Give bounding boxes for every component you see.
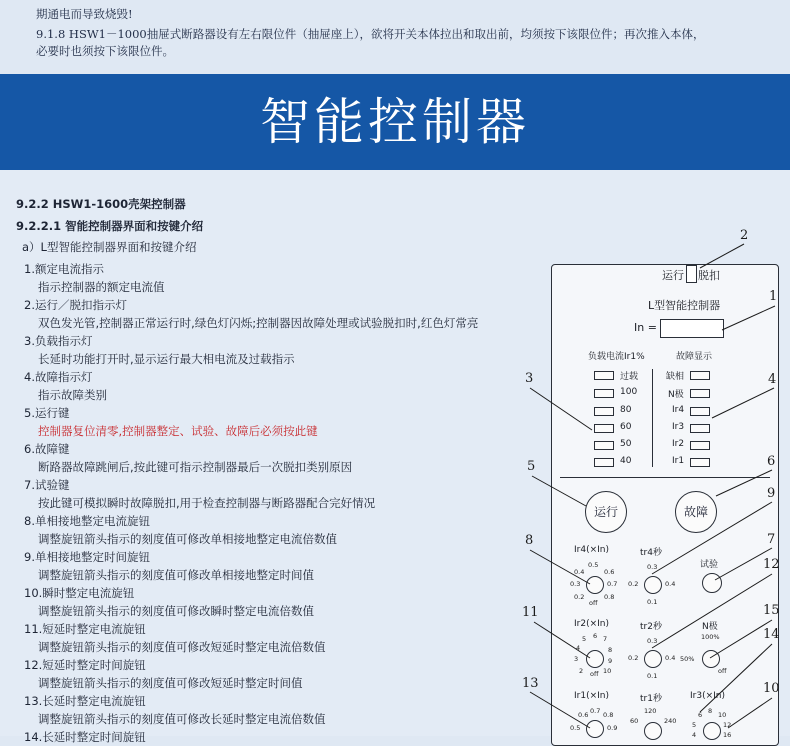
fault-type-label: Ir1	[672, 456, 685, 466]
fault-button[interactable]: 故障	[675, 491, 717, 533]
knob-scale: 0.6	[604, 568, 615, 576]
trip-indicator-label: 脱扣	[698, 269, 720, 282]
tr2-time-knob[interactable]	[644, 650, 662, 668]
panel-divider	[560, 477, 770, 478]
knob-scale: 0.4	[574, 568, 585, 576]
load-level-label: 50	[620, 439, 632, 449]
knob-scale: 0.1	[647, 672, 658, 680]
item-desc: 双色发光管,控制器正常运行时,绿色灯闪烁;控制器因故障处理或试验脱扣时,红色灯常亮	[38, 316, 479, 330]
callout-number: 9	[767, 486, 776, 501]
n-pole-switch[interactable]	[702, 650, 720, 668]
load-led	[594, 407, 614, 416]
knob-scale: 240	[664, 717, 677, 725]
fault-led	[690, 389, 710, 398]
tr4-time-knob[interactable]	[644, 576, 662, 594]
fault-type-label: Ir2	[672, 439, 685, 449]
knob-scale: 6	[698, 711, 703, 719]
load-led	[594, 389, 614, 398]
item-title: 3.负载指示灯	[24, 334, 93, 348]
fault-type-label: 缺相	[666, 372, 685, 382]
knob-scale: 0.8	[603, 711, 614, 719]
knob-scale: 5	[692, 721, 697, 729]
top-line-1: 期通电而导致烧毁!	[36, 7, 133, 21]
knob-scale: 10	[603, 667, 612, 675]
ir2-current-knob[interactable]	[586, 650, 604, 668]
knob-scale: 60	[630, 717, 639, 725]
fault-led	[690, 407, 710, 416]
test-label: 试验	[700, 560, 719, 570]
fault-type-label: N极	[668, 390, 684, 400]
load-led	[594, 458, 614, 467]
knob-scale: 0.5	[570, 724, 581, 732]
ir1-knob-title: Ir1(×In)	[574, 691, 610, 701]
ir1-current-knob[interactable]	[586, 720, 604, 738]
run-button[interactable]: 运行	[585, 491, 627, 533]
callout-number: 8	[525, 533, 534, 548]
controller-panel	[551, 264, 779, 746]
fault-led	[690, 371, 710, 380]
callout-number: 2	[740, 228, 749, 243]
tr1-knob-title: tr1秒	[640, 694, 662, 704]
callout-number: 14	[763, 627, 780, 642]
knob-scale: 0.7	[607, 580, 618, 588]
knob-scale: 0.8	[604, 593, 615, 601]
callout-number: 12	[763, 557, 780, 572]
rated-current-display	[660, 319, 724, 338]
item-desc: 指示控制器的额定电流值	[38, 280, 165, 294]
knob-scale: 0.4	[665, 654, 676, 662]
tr2-knob-title: tr2秒	[640, 622, 662, 632]
knob-scale: off	[589, 599, 598, 607]
knob-scale: 0.2	[628, 654, 639, 662]
callout-number: 5	[527, 459, 536, 474]
run-indicator-label: 运行	[662, 269, 684, 282]
n-pole-title: N极	[702, 622, 718, 632]
item-title: 7.试验键	[24, 478, 70, 492]
item-title: 14.长延时整定时间旋钮	[24, 730, 146, 744]
fault-type-label: Ir3	[672, 422, 685, 432]
knob-scale: 0.3	[647, 637, 658, 645]
run-trip-led	[686, 265, 697, 283]
load-level-label: 过载	[620, 372, 639, 382]
item-title: 4.故障指示灯	[24, 370, 93, 384]
led-divider	[652, 369, 653, 467]
fault-led	[690, 458, 710, 467]
knob-scale: 4	[576, 644, 581, 652]
item-title: 10.瞬时整定电流旋钮	[24, 586, 135, 600]
ir2-knob-title: Ir2(×In)	[574, 619, 610, 629]
callout-number: 1	[769, 289, 778, 304]
knob-scale: 0.3	[647, 563, 658, 571]
knob-scale: 16	[723, 731, 732, 739]
item-desc: 调整旋钮箭头指示的刻度值可修改长延时整定电流倍数值	[38, 712, 326, 726]
knob-scale: 0.9	[607, 724, 618, 732]
fault-led	[690, 424, 710, 433]
callout-number: 6	[767, 454, 776, 469]
knob-scale: off	[718, 667, 727, 675]
callout-number: 11	[522, 605, 539, 620]
item-desc: 调整旋钮箭头指示的刻度值可修改短延时整定时间值	[38, 676, 303, 690]
load-level-label: 100	[620, 387, 638, 397]
knob-scale: 100%	[701, 633, 720, 641]
load-led	[594, 371, 614, 380]
knob-scale: 0.4	[665, 580, 676, 588]
callout-number: 13	[522, 676, 539, 691]
knob-scale: 0.2	[574, 593, 585, 601]
tr1-time-knob[interactable]	[644, 722, 662, 740]
item-title: 2.运行／脱扣指示灯	[24, 298, 127, 312]
knob-scale: 0.6	[578, 711, 589, 719]
top-line-2: 9.1.8 HSW1－1000抽屉式断路器设有左右限位件（抽屉座上），欲将开关本体拉出和取出前，均须按下该限位件；再次推入本体，	[36, 27, 705, 41]
knob-scale: 10	[718, 711, 727, 719]
knob-scale: 0.7	[590, 707, 601, 715]
subsection-heading: 9.2.2.1 智能控制器界面和按键介绍	[16, 219, 204, 233]
knob-scale: 6	[593, 632, 598, 640]
callout-number: 10	[763, 681, 780, 696]
load-level-label: 80	[620, 405, 632, 415]
fault-led	[690, 441, 710, 450]
knob-scale: 0.1	[647, 598, 658, 606]
knob-scale: 7	[603, 635, 608, 643]
load-level-label: 40	[620, 456, 632, 466]
top-line-3: 必要时也须按下该限位件。	[36, 44, 174, 58]
test-button[interactable]	[702, 573, 722, 593]
item-title: 13.长延时整定电流旋钮	[24, 694, 146, 708]
item-title: 6.故障键	[24, 442, 70, 456]
controller-model: L型智能控制器	[648, 299, 721, 312]
fault-display-header: 故障显示	[676, 352, 713, 362]
item-title: 5.运行键	[24, 406, 70, 420]
load-level-label: 60	[620, 422, 632, 432]
knob-scale: 0.3	[570, 580, 581, 588]
ir3-current-knob[interactable]	[703, 722, 721, 740]
knob-scale: 4	[692, 731, 697, 739]
knob-scale: 0.5	[588, 561, 599, 569]
item-title: 9.单相接地整定时间旋钮	[24, 550, 150, 564]
load-led	[594, 441, 614, 450]
knob-scale: 2	[579, 667, 584, 675]
knob-scale: 0.2	[628, 580, 639, 588]
knob-scale: 8	[608, 646, 613, 654]
callout-number: 7	[767, 532, 776, 547]
knob-scale: 12	[723, 721, 732, 729]
item-title: 8.单相接地整定电流旋钮	[24, 514, 150, 528]
top-text-block	[0, 0, 790, 72]
in-label: In =	[634, 321, 657, 334]
item-title: 11.短延时整定电流旋钮	[24, 622, 146, 636]
item-desc-highlight: 控制器复位清零,控制器整定、试验、故障后必须按此键	[38, 424, 318, 438]
title-banner	[0, 74, 790, 170]
item-desc: 调整旋钮箭头指示的刻度值可修改短延时整定电流倍数值	[38, 640, 326, 654]
item-desc: 指示故障类别	[38, 388, 107, 402]
callout-number: 15	[763, 603, 780, 618]
item-desc: 断路器故障跳闸后,按此键可指示控制器最后一次脱扣类别原因	[38, 460, 353, 474]
subsection-label: a）L型智能控制器界面和按键介绍	[22, 240, 197, 254]
section-heading: 9.2.2 HSW1-1600壳架控制器	[16, 197, 186, 211]
item-desc: 调整旋钮箭头指示的刻度值可修改单相接地整定时间值	[38, 568, 314, 582]
load-current-header: 负载电流Ir1%	[588, 352, 645, 362]
knob-scale: 9	[608, 657, 613, 665]
callout-number: 3	[525, 371, 534, 386]
knob-scale: 50%	[680, 655, 695, 663]
item-desc: 按此键可模拟瞬时故障脱扣,用于检查控制器与断路器配合完好情况	[38, 496, 376, 510]
fault-type-label: Ir4	[672, 405, 685, 415]
knob-scale: 120	[644, 707, 657, 715]
knob-scale: 5	[582, 635, 587, 643]
tr4-knob-title: tr4秒	[640, 548, 662, 558]
banner-title: 智能控制器	[260, 93, 530, 151]
callout-number: 4	[768, 372, 777, 387]
load-led	[594, 424, 614, 433]
knob-scale: 8	[708, 707, 713, 715]
knob-scale: off	[590, 670, 599, 678]
item-desc: 调整旋钮箭头指示的刻度值可修改单相接地整定电流倍数值	[38, 532, 337, 546]
ir4-current-knob[interactable]	[586, 576, 604, 594]
ir4-knob-title: Ir4(×In)	[574, 545, 610, 555]
item-title: 12.短延时整定时间旋钮	[24, 658, 146, 672]
knob-scale: 3	[574, 655, 579, 663]
item-title: 1.额定电流指示	[24, 262, 104, 276]
item-desc: 调整旋钮箭头指示的刻度值可修改瞬时整定电流倍数值	[38, 604, 314, 618]
ir3-knob-title: Ir3(×In)	[690, 691, 726, 701]
item-desc: 长延时功能打开时,显示运行最大相电流及过载指示	[38, 352, 295, 366]
